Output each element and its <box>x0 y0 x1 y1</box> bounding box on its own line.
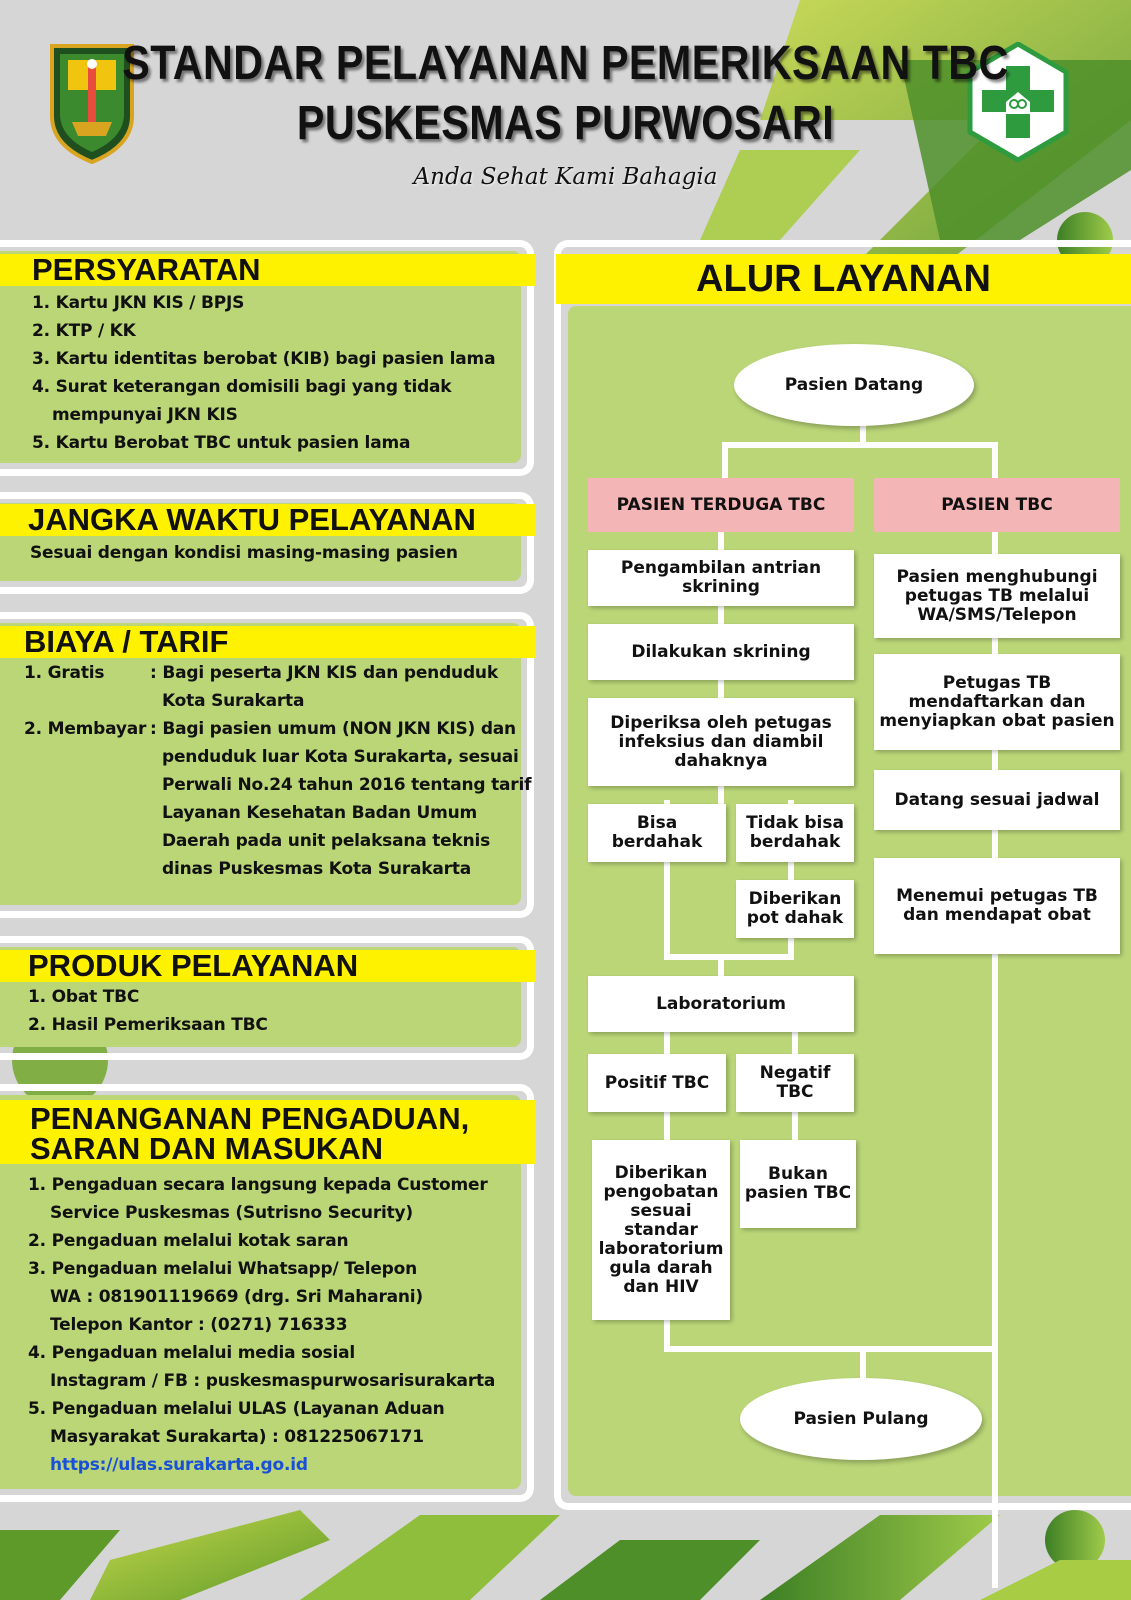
pengaduan-line: Masyarakat Surakarta) : 081225067171 <box>50 1427 424 1447</box>
produk-item: 1. Obat TBC <box>28 987 140 1007</box>
biaya-line: : Bagi pasien umum (NON JKN KIS) dan <box>150 719 516 739</box>
pengaduan-line: 1. Pengaduan secara langsung kepada Customer <box>28 1175 488 1195</box>
flow-step: Bisa berdahak <box>588 804 726 862</box>
jangka-waktu-title: JANGKA WAKTU PELAYANAN <box>28 502 476 537</box>
flow-step: Pengambilan antrian skrining <box>588 550 854 606</box>
pengaduan-line: 2. Pengaduan melalui kotak saran <box>28 1231 349 1251</box>
pengaduan-line: 5. Pengaduan melalui ULAS (Layanan Aduan <box>28 1399 445 1419</box>
flow-step: Diberikan pengobatan sesuai standar laboratorium gula darah dan HIV <box>592 1140 730 1320</box>
biaya-line: Daerah pada unit pelaksana teknis <box>162 831 491 851</box>
pengaduan-line: Service Puskesmas (Sutrisno Security) <box>50 1203 414 1223</box>
biaya-line: : Bagi peserta JKN KIS dan penduduk <box>150 663 498 683</box>
alur-title: ALUR LAYANAN <box>696 258 991 300</box>
flow-step: Menemui petugas TB dan mendapat obat <box>874 858 1120 954</box>
flow-line <box>860 1346 866 1380</box>
flow-step: Dilakukan skrining <box>588 624 854 680</box>
biaya-line: Layanan Kesehatan Badan Umum <box>162 803 478 823</box>
biaya-label: 2. Membayar <box>24 719 147 739</box>
jangka-waktu-text: Sesuai dengan kondisi masing-masing pasien <box>30 543 458 563</box>
flow-line <box>722 442 728 480</box>
persyaratan-item: 2. KTP / KK <box>32 321 136 341</box>
persyaratan-item: 5. Kartu Berobat TBC untuk pasien lama <box>32 433 411 453</box>
biaya-title: BIAYA / TARIF <box>24 624 229 659</box>
flow-line <box>664 954 794 960</box>
persyaratan-item: mempunyai JKN KIS <box>52 405 238 425</box>
flow-step: Bukan pasien TBC <box>740 1140 856 1228</box>
flow-line <box>664 1346 998 1352</box>
flow-line <box>722 442 998 448</box>
page-title-line1: STANDAR PELAYANAN PEMERIKSAAN TBC <box>122 37 1009 90</box>
flow-end-oval: Pasien Pulang <box>740 1378 982 1460</box>
biaya-line: Kota Surakarta <box>162 691 305 711</box>
flow-step: Negatif TBC <box>736 1054 854 1112</box>
persyaratan-item: 1. Kartu JKN KIS / BPJS <box>32 293 245 313</box>
flow-step: Pasien menghubungi petugas TB melalui WA/SMS/Telepon <box>874 554 1120 638</box>
pengaduan-line: WA : 081901119669 (drg. Sri Maharani) <box>50 1287 423 1307</box>
pengaduan-line: Telepon Kantor : (0271) 716333 <box>50 1315 348 1335</box>
produk-item: 2. Hasil Pemeriksaan TBC <box>28 1015 268 1035</box>
flow-step: Positif TBC <box>588 1054 726 1112</box>
pengaduan-title-line2: SARAN DAN MASUKAN <box>30 1131 384 1166</box>
ulas-link[interactable]: https://ulas.surakarta.go.id <box>50 1455 308 1475</box>
biaya-line: dinas Puskesmas Kota Surakarta <box>162 859 472 879</box>
flow-step: Diberikan pot dahak <box>736 880 854 938</box>
flow-step: Diperiksa oleh petugas infeksius dan diambil dahaknya <box>588 698 854 786</box>
persyaratan-title: PERSYARATAN <box>32 252 261 287</box>
biaya-line: penduduk luar Kota Surakarta, sesuai <box>162 747 519 767</box>
flow-start-oval: Pasien Datang <box>734 344 974 426</box>
produk-title: PRODUK PELAYANAN <box>28 948 359 983</box>
pengaduan-title-line1: PENANGANAN PENGADUAN, <box>30 1101 470 1136</box>
flow-step: Laboratorium <box>588 976 854 1032</box>
pengaduan-line: 4. Pengaduan melalui media sosial <box>28 1343 355 1363</box>
flow-header-pasien-tbc: PASIEN TBC <box>874 478 1120 532</box>
pengaduan-line: 3. Pengaduan melalui Whatsapp/ Telepon <box>28 1259 418 1279</box>
flow-step: Datang sesuai jadwal <box>874 770 1120 830</box>
flow-step: Petugas TB mendaftarkan dan menyiapkan obat pasien <box>874 654 1120 750</box>
pengaduan-line: Instagram / FB : puskesmaspurwosarisurakarta <box>50 1371 496 1391</box>
persyaratan-item: 3. Kartu identitas berobat (KIB) bagi pasien lama <box>32 349 496 369</box>
persyaratan-item: 4. Surat keterangan domisili bagi yang tidak <box>32 377 452 397</box>
page-title-line2: PUSKESMAS PURWOSARI <box>296 97 835 150</box>
flow-step: Tidak bisa berdahak <box>736 804 854 862</box>
tagline: Anda Sehat Kami Bahagia <box>413 164 718 190</box>
biaya-line: Perwali No.24 tahun 2016 tentang tarif <box>162 775 532 795</box>
biaya-label: 1. Gratis <box>24 663 105 683</box>
flow-header-terduga: PASIEN TERDUGA TBC <box>588 478 854 532</box>
